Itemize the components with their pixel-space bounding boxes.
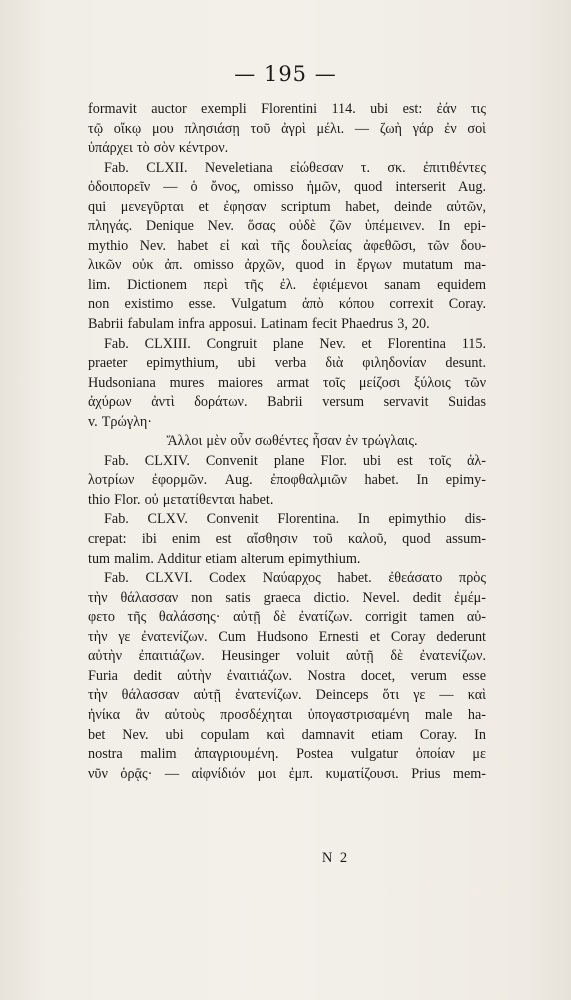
text-line: Fab. CLXIV. Convenit plane Flor. ubi est τοῖς ἀλ- xyxy=(104,452,486,469)
text-line: πληγάς. Denique Nev. ὅσας οὐδὲ ζῶν ὑπέμεινεν. In epi- xyxy=(88,218,486,235)
text-line: thio Flor. οὐ μετατίθενται habet. xyxy=(88,491,274,508)
text-line: Fab. CLXVI. Codex Ναύαρχος habet. ἐθεάσατο πρὸς xyxy=(104,570,486,587)
text-line: ἡνίκα ἂν αὐτοὺς προσδέχηται ὑπογαστρισαμένη male ha- xyxy=(88,706,486,723)
text-line: Furia dedit αὐτὴν ἐναιτιάζων. Nostra docet, verum esse xyxy=(88,667,486,684)
text-line: crepat: ibi enim est αἴσθησιν τοῦ καλοῦ, quod assum- xyxy=(88,531,486,548)
text-line: Fab. CLXIII. Congruit plane Nev. et Florentina 115. xyxy=(104,335,486,352)
text-line: τὴν θάλασσαν non satis graeca dictio. Nevel. dedit ἐμέμ- xyxy=(88,589,486,606)
text-line: v. Τρώγλη· xyxy=(88,413,153,430)
text-line: ὑπάρχει τὸ σὸν κέντρον. xyxy=(88,140,229,157)
text-line: ἀχύρων ἀντὶ δοράτων. Babrii versum servavit Suidas xyxy=(88,394,486,411)
text-line: τὴν θάλασσαν αὐτῇ ἐνατενίζων. Deinceps ὅτι γε — καὶ xyxy=(88,687,486,704)
text-line: λοτρίων ἐφορμῶν. Aug. ἐποφθαλμιῶν habet. In epimy- xyxy=(88,472,486,489)
text-line: bet Nev. ubi copulam καὶ damnavit etiam Coray. In xyxy=(88,726,486,743)
page-number: — 195 — xyxy=(234,62,337,86)
signature-mark: N 2 xyxy=(321,850,350,866)
text-line: τὴν γε ἐνατενίζων. Cum Hudsono Ernesti et Coray dederunt xyxy=(88,628,486,645)
verse-line: Ἄλλοι μὲν οὖν σωθέντες ἦσαν ἐν τρώγλαις. xyxy=(166,433,418,450)
text-line: Fab. CLXV. Convenit Florentina. In epimythio dis- xyxy=(104,511,486,528)
text-line: lim. Dictionem περὶ τῆς ἐλ. ἐφιέμενοι sanam equidem xyxy=(88,276,486,293)
text-line: mythio Nev. habet εἰ καὶ τῆς δουλείας ἀφεθῶσι, τῶν δου- xyxy=(88,237,486,254)
text-line: τῷ οἴκῳ μου πλησιάσῃ τοῦ ἀγρὶ μέλι. — ζωὴ γάρ ἐν σοὶ xyxy=(88,120,486,137)
text-line: tum malim. Additur etiam alterum epimythium. xyxy=(88,550,361,567)
text-line: formavit auctor exempli Florentini 114. ubi est: ἐάν τις xyxy=(88,101,486,117)
text-line: nostra malim ἀπαγριουμένη. Postea vulgatur ὁποίαν με xyxy=(88,746,486,763)
text-line: non existimo esse. Vulgatum ἀπὸ κόπου correxit Coray. xyxy=(88,296,486,313)
text-line: praeter epimythium, ubi verba διὰ φιληδονίαν desunt. xyxy=(88,355,486,372)
text-line: qui μενεγῦρται et ἐφησαν scriptum habet, deinde αὐτῶν, xyxy=(88,198,486,215)
text-line: Babrii fabulam infra apposui. Latinam fecit Phaedrus 3, 20. xyxy=(88,316,430,333)
text-line: λικῶν οὐκ ἀπ. omisso ἀρχῶν, quod in ἔργων mutatum ma- xyxy=(88,257,486,274)
text-line: Hudsoniana mures maiores armat τοῖς μείζοσι ξύλοις τῶν xyxy=(88,374,486,391)
text-line: φετο τῆς θαλάσσης· αὐτῇ δὲ ἐνατίζων. corrigit tamen αὐ- xyxy=(88,609,486,626)
text-line: αὐτὴν ἐπαιτιάζων. Heusinger voluit αὐτῇ δὲ ἐνατενίζων. xyxy=(88,648,486,665)
body-text xyxy=(88,100,486,784)
text-line: Fab. CLXII. Neveletiana εἰώθεσαν τ. σκ. ἐπιτιθέντες xyxy=(104,159,486,176)
text-line: ὁδοιπορεῖν — ὁ ὄνος, omisso ἡμῶν, quod interserit Aug. xyxy=(88,179,486,196)
text-line: νῦν ὁρᾷς· — αἰφνίδιόν μοι ἐμπ. κυματίζουσι. Prius mem- xyxy=(88,765,486,782)
